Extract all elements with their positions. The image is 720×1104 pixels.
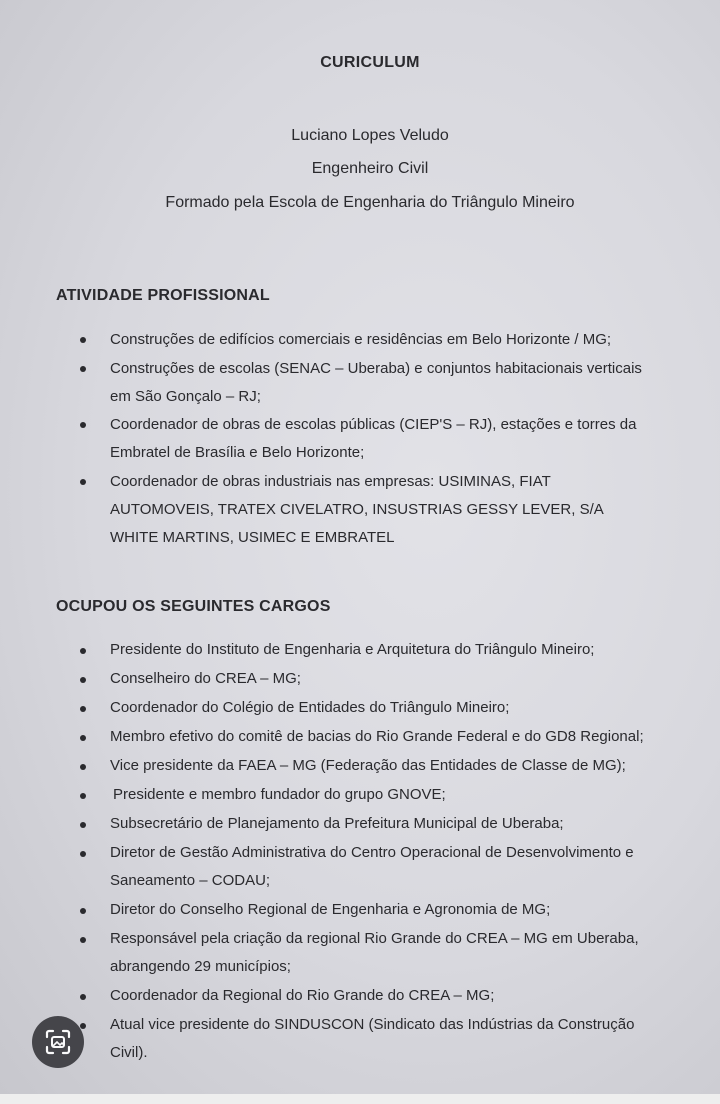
position-item xyxy=(110,810,680,838)
position-item xyxy=(110,752,680,780)
item-line: Conselheiro do CREA – MG; xyxy=(110,670,301,687)
bullet-dot xyxy=(80,937,88,945)
item-line: Vice presidente da FAEA – MG (Federação das Entidades de Classe de MG); xyxy=(110,757,626,774)
position-item xyxy=(110,694,680,722)
bullet-dot xyxy=(80,793,88,801)
bullet-dot xyxy=(80,648,88,656)
bullet-dot xyxy=(80,337,88,345)
item-line: Diretor do Conselho Regional de Engenharia e Agronomia de MG; xyxy=(110,901,551,918)
position-item xyxy=(110,896,680,924)
activity-item xyxy=(110,355,680,411)
activity-item xyxy=(110,326,680,354)
position-item xyxy=(110,723,680,751)
item-line: Coordenador do Colégio de Entidades do Triângulo Mineiro; xyxy=(110,699,510,716)
bullet-dot xyxy=(80,677,88,685)
activity-item xyxy=(110,468,680,552)
item-line: Civil). xyxy=(110,1044,148,1061)
position-item xyxy=(113,781,683,809)
item-line: em São Gonçalo – RJ; xyxy=(110,388,261,405)
author-education: Formado pela Escola de Engenharia do Triângulo Mineiro xyxy=(165,194,575,211)
bullet-dot xyxy=(80,706,88,714)
bullet-dot xyxy=(80,822,88,830)
author-profession: Engenheiro Civil xyxy=(311,160,429,177)
bullet-dot xyxy=(80,908,88,916)
author-name: Luciano Lopes Veludo xyxy=(291,127,449,144)
item-line: Responsável pela criação da regional Rio Grande do CREA – MG em Uberaba, xyxy=(110,930,639,947)
activity-item xyxy=(110,411,680,467)
position-item xyxy=(110,1011,680,1067)
position-item xyxy=(110,839,680,895)
item-line: WHITE MARTINS, USIMEC E EMBRATEL xyxy=(110,529,395,546)
position-item xyxy=(110,982,680,1010)
bullet-dot xyxy=(80,479,88,487)
screenshot-scan-icon xyxy=(45,1029,71,1055)
section-heading-positions: OCUPOU OS SEGUINTES CARGOS xyxy=(56,598,331,615)
item-line: Subsecretário de Planejamento da Prefeitura Municipal de Uberaba; xyxy=(110,815,564,832)
item-line: Coordenador da Regional do Rio Grande do CREA – MG; xyxy=(110,987,495,1004)
item-line: Diretor de Gestão Administrativa do Centro Operacional de Desenvolvimento e xyxy=(110,844,634,861)
screenshot-button[interactable] xyxy=(32,1016,84,1068)
bottom-edge xyxy=(0,1094,720,1104)
position-item xyxy=(110,665,680,693)
document-title: CURICULUM xyxy=(320,54,420,71)
bullet-dot xyxy=(80,994,88,1002)
position-item xyxy=(110,636,680,664)
item-line: Saneamento – CODAU; xyxy=(110,872,271,889)
item-line: Embratel de Brasília e Belo Horizonte; xyxy=(110,444,365,461)
bullet-dot xyxy=(80,851,88,859)
item-line: Presidente do Instituto de Engenharia e Arquitetura do Triângulo Mineiro; xyxy=(110,641,595,658)
bullet-dot xyxy=(80,422,88,430)
item-line: Membro efetivo do comitê de bacias do Rio Grande Federal e do GD8 Regional; xyxy=(110,728,644,745)
item-line: Coordenador de obras industriais nas empresas: USIMINAS, FIAT xyxy=(110,473,551,490)
item-line: abrangendo 29 municípios; xyxy=(110,958,291,975)
bullet-dot xyxy=(80,366,88,374)
bullet-dot xyxy=(80,764,88,772)
position-item xyxy=(110,925,680,981)
section-heading-activity: ATIVIDADE PROFISSIONAL xyxy=(56,287,270,304)
bullet-dot xyxy=(80,735,88,743)
item-line: Atual vice presidente do SINDUSCON (Sindicato das Indústrias da Construção xyxy=(110,1016,635,1033)
item-line: Coordenador de obras de escolas públicas (CIEP'S – RJ), estações e torres da xyxy=(110,416,637,433)
item-line: Construções de escolas (SENAC – Uberaba) e conjuntos habitacionais verticais xyxy=(110,360,642,377)
item-line: AUTOMOVEIS, TRATEX CIVELATRO, INSUSTRIAS GESSY LEVER, S/A xyxy=(110,501,604,518)
item-line: Presidente e membro fundador do grupo GNOVE; xyxy=(113,786,446,803)
item-line: Construções de edifícios comerciais e residências em Belo Horizonte / MG; xyxy=(110,331,612,348)
